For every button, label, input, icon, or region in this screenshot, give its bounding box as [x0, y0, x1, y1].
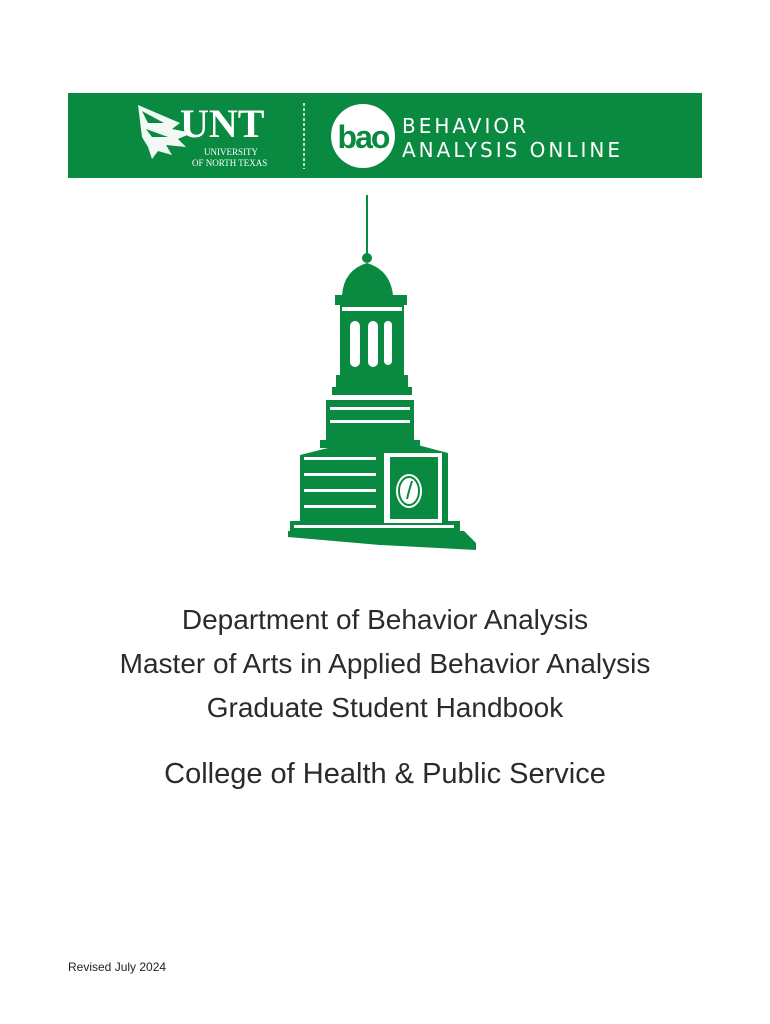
title-line2: Master of Arts in Applied Behavior Analysis — [119, 648, 651, 679]
unt-wordmark: UNT — [180, 101, 265, 146]
handbook-title — [0, 598, 770, 730]
university-line2: OF NORTH TEXAS — [192, 158, 268, 168]
bao-mark: bao — [337, 119, 389, 155]
banner-logos — [68, 93, 702, 178]
clock-tower-icon — [280, 195, 490, 560]
university-line1: UNIVERSITY — [204, 147, 258, 157]
title-line3: Graduate Student Handbook — [206, 692, 564, 723]
program-line1: BEHAVIOR — [402, 114, 530, 138]
title-line1: Department of Behavior Analysis — [181, 604, 589, 635]
college-name: College of Health & Public Service — [164, 758, 606, 790]
program-line2: ANALYSIS ONLINE — [402, 138, 624, 162]
header-banner — [68, 93, 702, 178]
revision-date: Revised July 2024 — [68, 960, 167, 974]
